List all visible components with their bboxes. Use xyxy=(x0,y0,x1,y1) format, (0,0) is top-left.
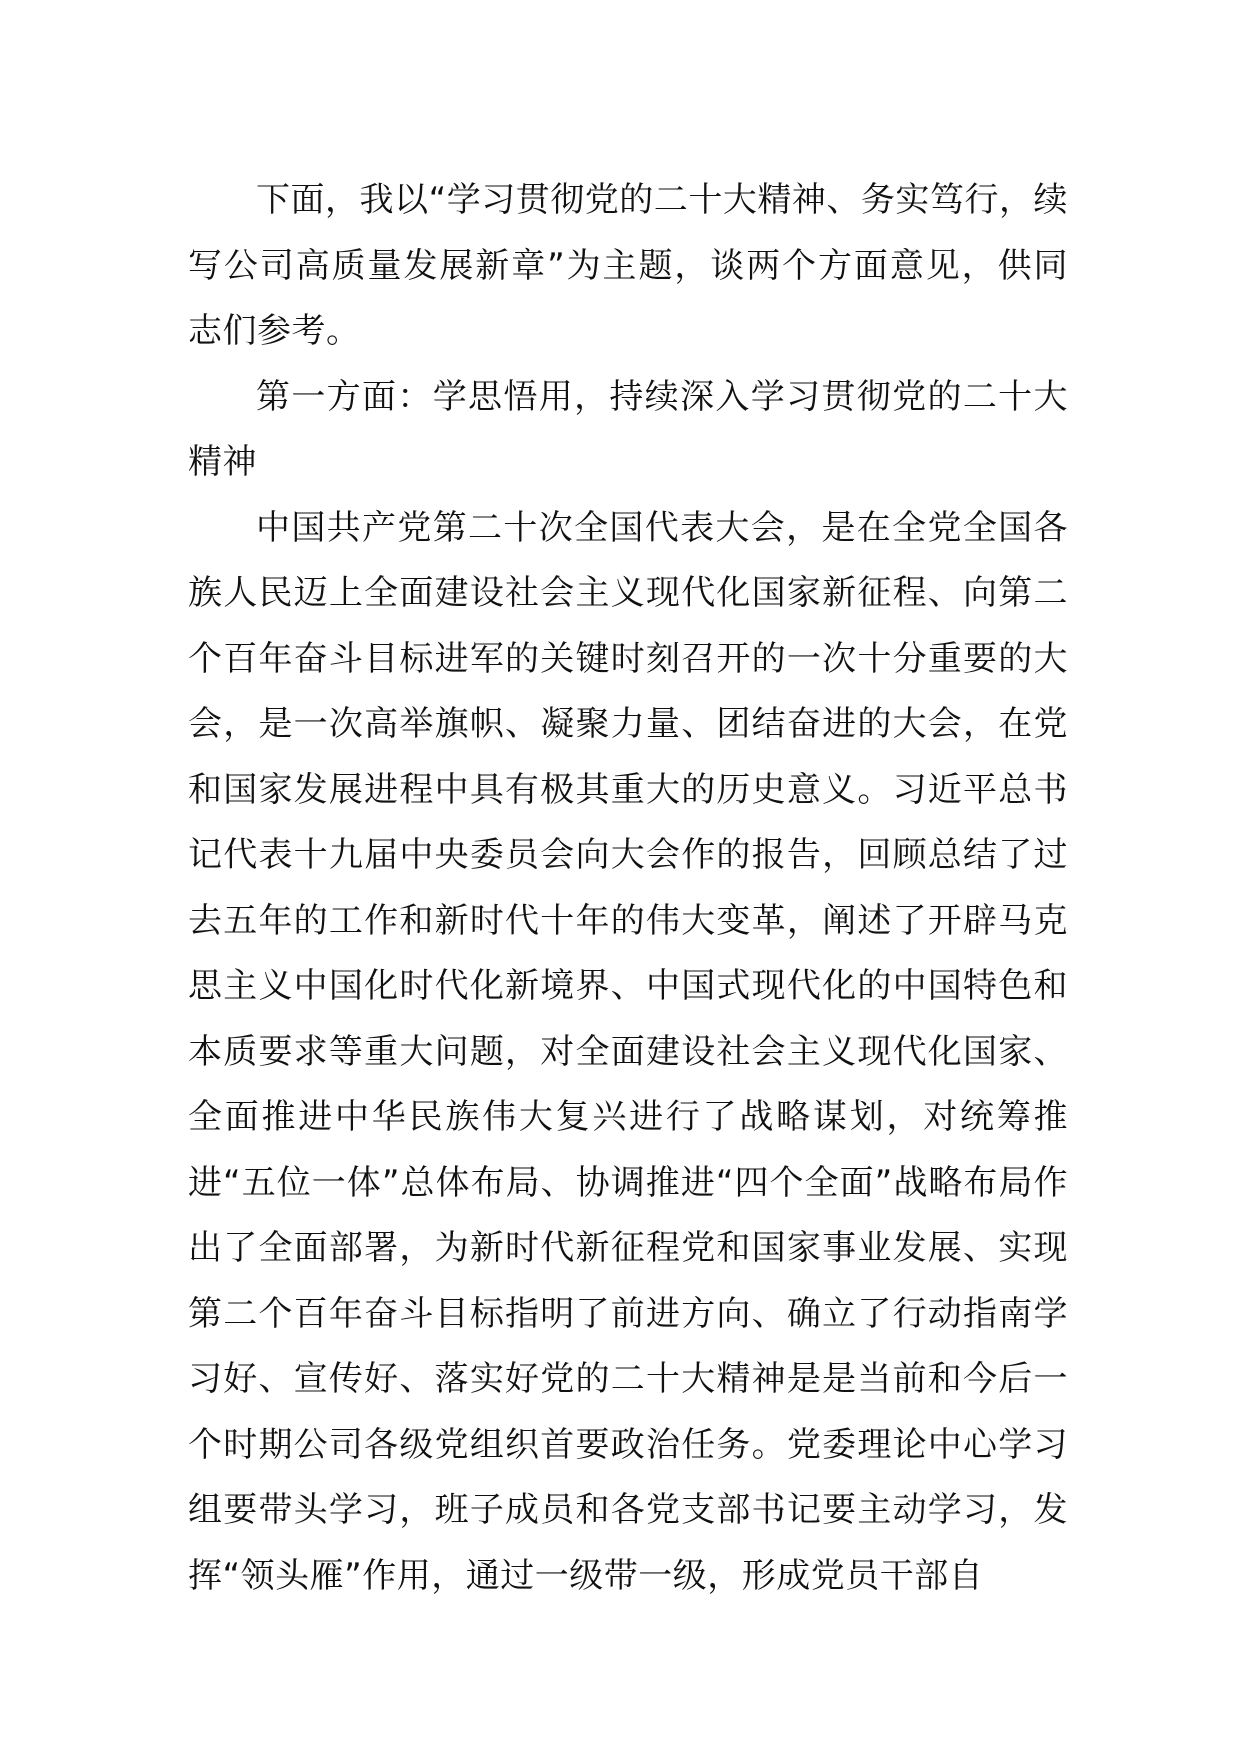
section-heading: 第一方面：学思悟用，持续深入学习贯彻党的二十大精神 xyxy=(188,376,1068,482)
intro-paragraph: 下面，我以“学习贯彻党的二十大精神、务实笃行，续写公司高质量发展新章”为主题，谈两个方面意见，供同志们参考。 xyxy=(188,180,1068,351)
body-paragraph: 中国共产党第二十次全国代表大会，是在全党全国各族人民迈上全面建设社会主义现代化国家新征程、向第二个百年奋斗目标进军的关键时刻召开的一次十分重要的大会，是一次高举旗帜、凝聚力量、团结奋进的大会，在党和国家发展进程中具有极其重大的历史意义。习近平总书记代表十九届中央委员会向大会作的报告，回顾总结了过去五年的工作和新时代十年的伟大变革，阐述了开辟马克思主义中国化时代化新境界、中国式现代化的中国特色和本质要求等重大问题，对全面建设社会主义现代化国家、全面推进中华民族伟大复兴进行了战略谋划，对统筹推进“五位一体”总体布局、协调推进“四个全面”战略布局作出了全面部署，为新时代新征程党和国家事业发展、实现第二个百年奋斗目标指明了前进方向、确立了行动指南学习好、宣传好、落实好党的二十大精神是是当前和今后一个时期公司各级党组织首要政治任务。党委理论中心学习组要带头学习，班子成员和各党支部书记要主动学习，发挥“领头雁”作用，通过一级带一级，形成党员干部自 xyxy=(188,507,1068,1596)
document-body xyxy=(188,168,1068,1609)
